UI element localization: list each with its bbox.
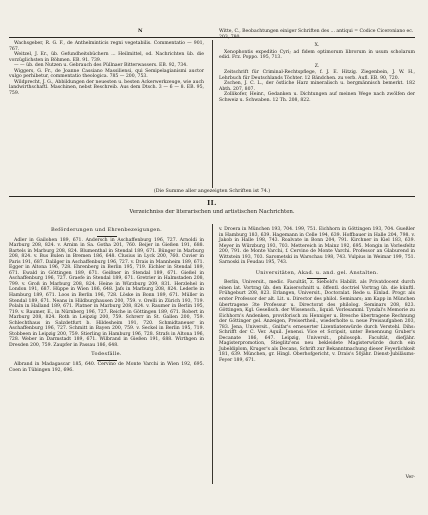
entry-paragraph: — — üb. den Nutzen u. Gebrauch des Püllnaer Bitterwassers. EB. 92, 734. [14,63,188,69]
entry-paragraph: Zollikofer, Heinr., Gedanken u. Dichtungen auf meinen Wege nach zwölfen der Schweiz u. Schwaben. 12 Th. 208, 822. [219,92,415,103]
entry-paragraph: Wildprecht, J. G., Abbildungen der neuesten u. besten Ackerwerkzeuge, wie auch landwirthschaftl. Maschinen, nebst Beschreib. Aus dem Dtsch. 3 — 6 — 8. EB. 95, 759. [9,79,204,96]
catchword: Ver- [405,475,415,480]
left-column-bottom [9,227,204,373]
subheading-universities: Universitäten, Akad. u. and. gel. Anstalten. [255,269,379,276]
letter-heading-x: X. [314,43,320,48]
deaths-continued-paragraph: v. Droera in München 193, 704. 199, 751. Eichhorn in Göttingen 193, 704. Gueßler in Hamburg 183, 639. Hagemann in Celle 194, 639. Hoffbauer in Halle 204, 798. v. Jakob in Halle 198, 743. Roalvate in Bonn 204, 791. Kirchner in Kiel 183, 639. Meyer in Würzburg 193, 703. Mettereich in Mainz 192, 695. Mongin in Vorlesfeltz 200, 791. de Monte Varchi, f. Cervino de Monte Varchi. Professor an Glaburend in Wittstein 193, 703. Sarometski in Warschau 198, 743. Vulpius in Weimar 199, 751. Sarnoski in Feudau 195, 743. [219,227,415,266]
column-divider [212,40,213,188]
subheading-promotions: Beförderungen und Ehrenbezeigungen. [51,227,162,233]
deaths-paragraph: Albrand in Madagascar 185, 640. Cervino de Monte Varchi in Wien 192, 695. Coen in Tübingen 192, 696. [9,362,204,373]
entry-paragraph: Zschen, J. C. L., der östliche Harz mineralisch u. bergmännisch bemerkt. 182 Abth. 207, 807. [219,81,415,92]
middle-rule [9,196,415,197]
left-column-top [9,41,204,96]
section-letter-n: N [138,28,143,34]
entry-paragraph: Xenophontis expeditio Cyri; ad fidem optimorum librorum in usum scholarum edid. Frz. Poppo. 195, 713. [219,49,415,61]
right-column-bottom [219,227,415,364]
top-rule [9,37,415,38]
entry-paragraph: Wiggers, G. Fr., de Joanne Cassiano Massiliensi, qui Semipelagianismi auctor vulgo perhibetur, commentatio theologica. 785 — 200, 753. [9,68,204,80]
top-right-entry: Witte, C., Beobachtungen einiger Schriften des ... antiqui = Codice Ciceroniano ec. 203, 780. [219,29,414,40]
running-head [9,28,415,40]
right-column-top [219,41,415,103]
entry-paragraph: Wachsgeber, R. G. F., de Anthelminticis regni vegetabilis. Commentatio — 901, 767. [9,41,204,52]
section-title: Verzeichniss der literarischen und artistischen Nachrichten. [129,209,295,215]
entry-paragraph: Zeitschrift für Criminal-Rechtspflege, f. J. E. Hitzig. Ziegenbein, J. W. H., Lehrbuch für Deutschlands Töchter. 12 Bändchen. zu verb. Aufl. EB. 90, 720. [219,70,415,81]
column-divider [212,224,213,484]
summary-line: (Die Summe aller angezeigten Schriften ist 74.) [153,189,271,194]
letter-heading-z: Z. [314,63,320,69]
promotions-paragraph: Adler in Gailohen 189, 671. Andersch in Aschaffenburg 196, 727. Arnoldi in Marburg 208, 824. v. Arnim in Sa. Gotha 201, 760. Beijer in Gießen 191, 688. Bartels in Marburg 208, 824. Blumenthal in Stendal 189, 671. Bünger in Marburg 208, 824. v. Bus Bulen in Bremen 186, 648. Clusius in Lyck 200, 760. Cuvier in Paris 191, 687. Dalilger in Aschaffenburg 196, 727. v. Drais in Mannheim 189, 671. Egger in Altona 196, 728. Ehrenberg in Berlin 195, 719. Eichler in Stendal 189, 671. Ewald in Göttingen 189, 671. Geißner in Stendal 189, 671. Gießel in Aschaffenburg 196, 727. Graefe in Stendal 189, 671. Gretrier in Halmstaden 208, 799. v. Groß in Marburg 208, 824. Heine in Würzburg 209, 831. Herzlehel in London 191, 687. Hüppe in Wien 186, 648. Jafs in Marburg 208, 824. Lederle in Hamburg 189, 671. Loos in Berlin 196, 728. Löske in Bonn 189, 671. Müller in Stendal 189, 671. Neans in Hildburghausen 200, 759. v. Orelli in Zürich 193, 719. Polaln in Halland 189, 671. Platner in Marburg 208, 824. v. Raumer in Berlin 195, 719. v. Raumer, E., in Nürnberg 196, 727. Reiche in Göttingen 189, 671. Robert in Marburg 208, 824. Roth in Leipzig 200, 759. Schrerr in St. Gallen 200, 759. Schlechthaus in Salzdetfurt b. Hildesheim 191, 720. Schmidtaneuer in Aschaffenburg 196, 727. Schmitt in Bayen 200, 759. v. Seckel in Berlin 195, 719. Stobbeen in Leipzig 200, 759. Stierling in Hamburg 196, 728. Strafs in Altona 196, 728. Weber in Darmstadt 189, 671. Wilbrand in Gießen 191, 688. Wirthgen in Dresden 200, 759. Zaupfer in Passau 186, 648. [9,237,204,348]
subheading-rule [97,236,117,237]
section-number: II. [207,199,217,207]
subheading-deaths: Todesfälle. [91,351,122,358]
universities-paragraph: Berlin, Universit., medic. Facultät, z. Siebold's Habilit. als Privatdocent durch einen lat. Vortrag üb. den Kaiserschnitt u. öffentl. doctriel Vortrag üb. die künftl. Frühgeburt 208, 823. Erlangen, Universit., Doctoralat. Rede u. Einlad. Progr. als erster Professor der alt. Lit. u. Director des philol. Seminars; am Kapp in München übertragene 3te Professur u. Directorat des philolog. Seminars 208, 823. Göttingen, Kgl. Gesellsch. der Wissensch., liquid. Vorlesamml. Tyndal's Memorie zu Eichhorn's Andenken, proviforisch zu Henniger u. Bresche übertragene Rechnung der Göttinger gel. Anzeigen, Preisertheil., wiederholte u. neue Preisaufgaben 203, 783. Jena, Universit., Gnifar's erneuerter Lizentiatenwürde durch Verstehl. Dihs: Schrifft der C. Ver. Aquil. Jenensi. Vice et Scripsit, unter Benennung Gruber's Decanate 186, 647. Leipzig, Universit., philosoph. Facultät, diefjähr. Magisterpromotion, Stieglitz'ens neu bekleidete Magisterwürde durch ein Jubeldiplom, Kruger's als Decans, Schrift zur Bekanntmachung dieser Feyerlichkeit 181, 639. München, gr. Hingl. Oberhofgericht, v. Drais's 50jähr. Dienst-Jubiläums-Feyer 189, 671. [219,280,415,364]
entry-paragraph: Weitzel, J. Er., üb. Gefundheitsbüchern ... Heilmittel, od. Nachrichten üb. die vorzüglichsten in Böhmen. EB. 91. 739. [9,52,204,63]
subheading-rule [97,360,117,361]
